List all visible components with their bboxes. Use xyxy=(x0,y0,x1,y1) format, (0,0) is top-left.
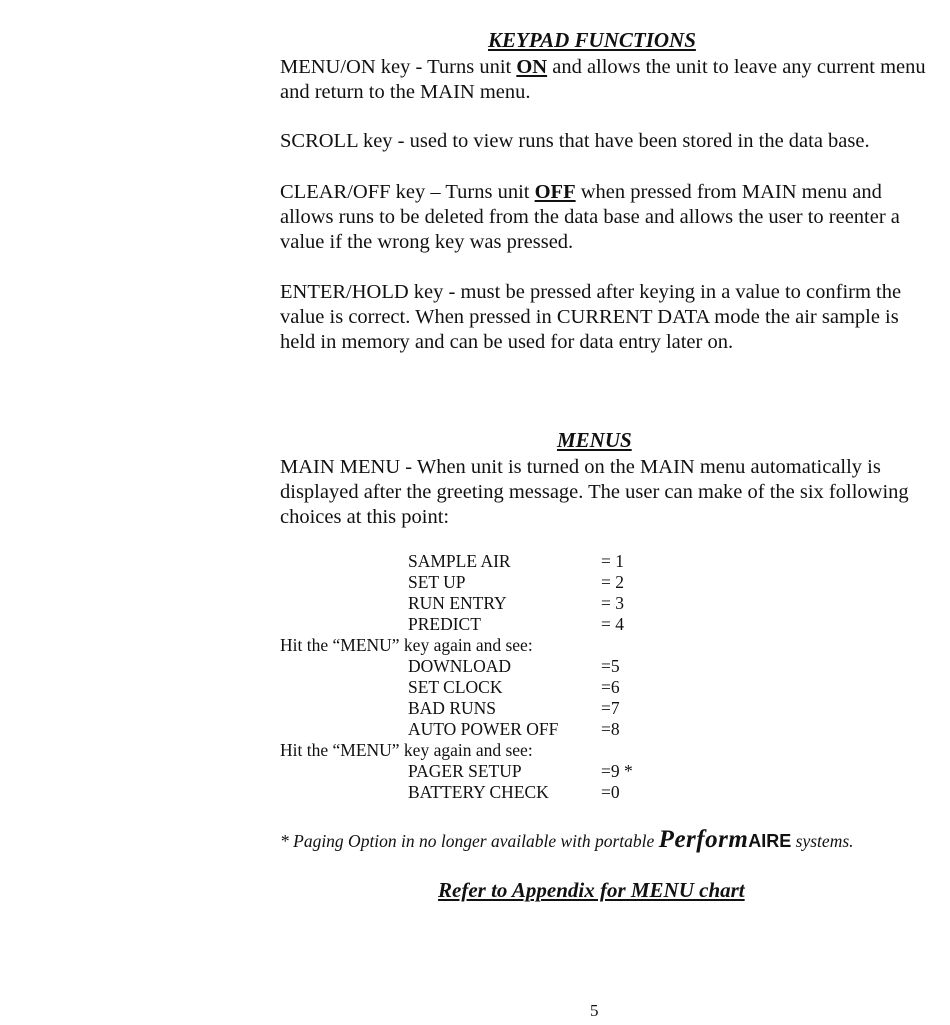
scroll-paragraph: SCROLL key - used to view runs that have been stored in the data base. xyxy=(280,130,870,152)
paging-note xyxy=(280,826,854,854)
keypad-heading: KEYPAD FUNCTIONS xyxy=(488,28,696,52)
appendix-reference: Refer to Appendix for MENU chart xyxy=(438,878,745,902)
hit-menu-line-2: Hit the “MENU” key again and see: xyxy=(280,740,533,760)
clear-off-text-2: when pressed from MAIN menu and allows runs to be deleted from the data base and allows the user to reenter a value if the wrong key was pressed. xyxy=(280,181,900,253)
menu-item-run-entry: RUN ENTRY xyxy=(408,593,507,613)
menu-item-set-up: SET UP xyxy=(408,572,466,592)
menu-code-3: = 3 xyxy=(601,593,624,613)
menu-code-7: =7 xyxy=(601,698,620,718)
menu-on-paragraph xyxy=(280,55,930,105)
menu-item-battery-check: BATTERY CHECK xyxy=(408,782,549,802)
menu-code-6: =6 xyxy=(601,677,620,697)
menu-code-8: =8 xyxy=(601,719,620,739)
clear-off-paragraph xyxy=(280,180,930,255)
on-keyword: ON xyxy=(516,56,548,78)
paging-note-end: systems. xyxy=(791,831,854,851)
main-menu-intro: MAIN MENU - When unit is turned on the MAIN menu automatically is displayed after the greeting message. The user can make of the six following choices at this point: xyxy=(280,456,909,528)
brand-logo-caps: AIRE xyxy=(748,831,792,851)
page-number: 5 xyxy=(590,1001,599,1020)
menu-item-auto-power-off: AUTO POWER OFF xyxy=(408,719,559,739)
menu-item-download: DOWNLOAD xyxy=(408,656,512,676)
menu-item-bad-runs: BAD RUNS xyxy=(408,698,497,718)
menu-item-predict: PREDICT xyxy=(408,614,481,634)
clear-off-text-1: CLEAR/OFF key – Turns unit xyxy=(280,181,535,203)
menu-on-text-2: and allows the unit to leave any current menu and return to the MAIN menu. xyxy=(280,56,926,103)
menu-code-4: = 4 xyxy=(601,614,624,634)
off-keyword: OFF xyxy=(534,181,576,203)
hit-menu-line-1: Hit the “MENU” key again and see: xyxy=(280,635,533,655)
menu-code-2: = 2 xyxy=(601,572,624,592)
menu-code-5: =5 xyxy=(601,656,620,676)
menu-item-sample-air: SAMPLE AIR xyxy=(408,551,511,571)
menu-item-set-clock: SET CLOCK xyxy=(408,677,503,697)
menu-code-1: = 1 xyxy=(601,551,624,571)
menu-on-text-1: MENU/ON key - Turns unit xyxy=(280,56,517,78)
enter-hold-paragraph: ENTER/HOLD key - must be pressed after keying in a value to confirm the value is correct. When pressed in CURRENT DATA mode the air sample is held in memory and can be used for data entry later on. xyxy=(280,281,902,353)
menu-code-9: =9 * xyxy=(601,761,633,781)
menu-item-pager-setup: PAGER SETUP xyxy=(408,761,522,781)
paging-note-text: * Paging Option in no longer available with portable xyxy=(280,831,659,851)
menu-code-0: =0 xyxy=(601,782,620,802)
brand-logo-script: Perform xyxy=(658,826,749,853)
menus-heading: MENUS xyxy=(557,428,632,452)
